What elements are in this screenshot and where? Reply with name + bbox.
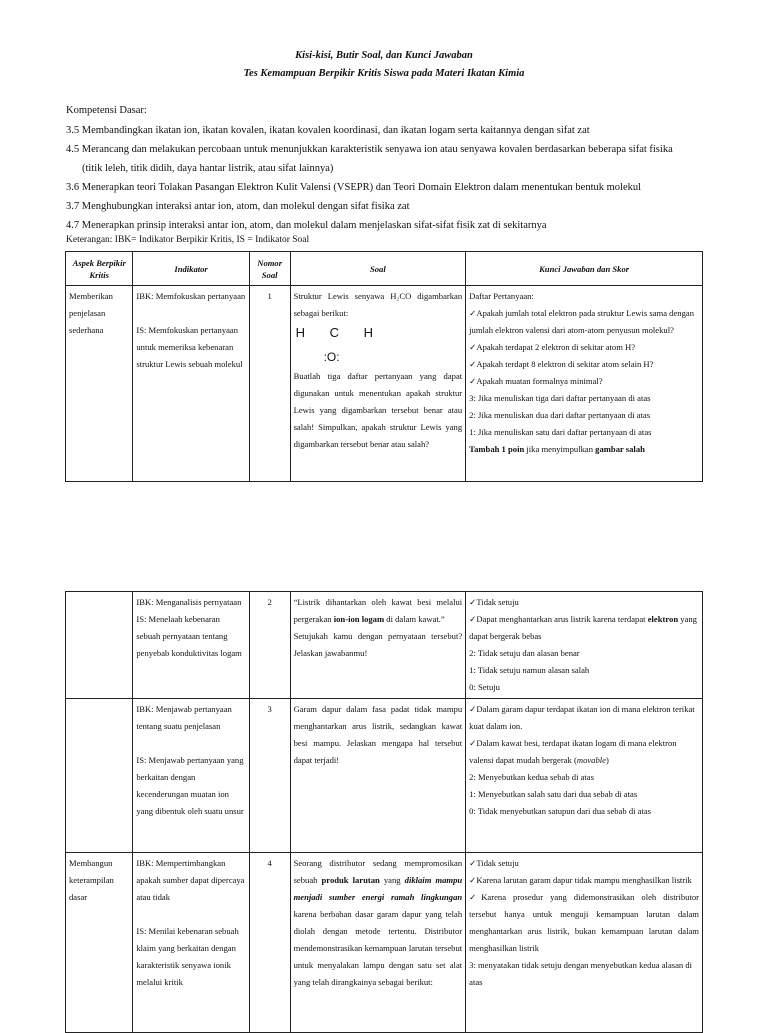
score-line: 1: Tidak setuju namun alasan salah	[469, 665, 590, 675]
kunci-item: ✓ Tidak setuju	[469, 855, 699, 872]
cell-soal	[290, 592, 466, 699]
lewis-structure	[296, 324, 463, 341]
soal-emphasis: diklaim mampu menjadi sumber energi ramah lingkungan	[293, 875, 463, 902]
lewis-atom-h: H	[295, 325, 305, 340]
score-line: 0: Tidak menyebutkan satupun dari dua sebab di atas	[469, 806, 652, 816]
lewis-atom-h: H	[363, 325, 373, 340]
cell-soal	[290, 853, 466, 1033]
cell-nomor: 2	[249, 592, 290, 699]
kunci-item: ✓ Apakah terdapt 8 elektron di sekitar atom selain H?	[469, 356, 699, 373]
cell-indikator	[133, 699, 249, 853]
document-subtitle: Tes Kemampuan Berpikir Kritis Siswa pada Materi Ikatan Kimia	[243, 68, 525, 79]
kunci-text: yang dapat bergerak bebas	[469, 614, 697, 641]
ibk-text: IBK: Menganalisis pernyataan	[136, 597, 242, 607]
cell-aspek: Memberikan penjelasan sederhana	[66, 286, 133, 482]
kunci-item: ✓ Karena prosedur yang didemonstrasikan oleh distributor tersebut hanya untuk menguji kemampuan larutan dalam menghantarkan arus listrik, bukan kemampuan larutan dalam menghasilkan listrik	[469, 889, 699, 957]
cell-kunci	[466, 699, 703, 853]
header-indikator: Indikator	[133, 252, 249, 286]
cell-soal: Garam dapur dalam fasa padat tidak mampu menghantarkan arus listrik, sedangkan kawat besi mampu. Jelaskan mengapa hal tersebut dapat terjadi!	[290, 699, 466, 853]
score-line: 2: Tidak setuju dan alasan benar	[469, 648, 580, 658]
ibk-text: IBK: Mempertimbangkan apakah sumber dapat dipercaya atau tidak	[136, 858, 245, 902]
is-text: IS: Menilai kebenaran sebuah klaim yang berkaitan dengan karakteristik senyawa ionik melalui kritik	[136, 926, 239, 987]
kunci-item: ✓ Apakah terdapat 2 elektron di sekitar atom H?	[469, 339, 699, 356]
lewis-atom-o: :O:	[323, 350, 340, 364]
kompetensi-item: 4.5 Merancang dan melakukan percobaan untuk menunjukkan karakteristik senyawa ion atau senyawa kovalen berdasarkan beberapa sifat fisika	[66, 144, 673, 155]
kunci-text: )	[605, 755, 609, 765]
kunci-item: ✓ Tidak setuju	[469, 594, 699, 611]
score-line: 3: Jika menuliskan tiga dari daftar pertanyaan di atas	[469, 393, 651, 403]
kompetensi-item: 3.6 Menerapkan teori Tolakan Pasangan Elektron Kulit Valensi (VSEPR) dan Teori Domain Elektron dalam menentukan bentuk molekul	[66, 182, 642, 193]
score-line: 2: Menyebutkan kedua sebab di atas	[469, 772, 594, 782]
kunci-item: ✓ Karena larutan garam dapur tidak mampu menghasilkan listrik	[469, 872, 699, 889]
kisi-table-continued	[65, 591, 703, 1033]
kunci-text: Dalam kawat besi, terdapat ikatan logam di mana elektron valensi dapat mudah bergerak (	[469, 738, 677, 765]
document-title: Kisi-kisi, Butir Soal, dan Kunci Jawaban	[295, 50, 473, 61]
kunci-italic: movable	[576, 755, 606, 765]
kompetensi-dasar	[66, 101, 706, 235]
cell-indikator	[133, 286, 249, 482]
score-line: 1: Menyebutkan salah satu dari dua sebab di atas	[469, 789, 638, 799]
cell-aspek	[66, 699, 133, 853]
score-line: 3: menyatakan tidak setuju dengan menyebutkan kedua alasan di atas	[469, 960, 693, 987]
bonus-rest: jika menyimpulkan	[526, 444, 593, 454]
table-row	[66, 286, 703, 482]
table-row	[66, 699, 703, 853]
cell-kunci	[466, 853, 703, 1033]
ibk-text: IBK: Memfokuskan pertanyaan	[136, 291, 246, 301]
soal-text: yang	[383, 875, 401, 885]
header-kunci: Kunci Jawaban dan Skor	[466, 252, 703, 286]
cell-indikator	[133, 592, 249, 699]
soal-text: di dalam kawat.”	[386, 614, 445, 624]
kompetensi-item: 3.5 Membandingkan ikatan ion, ikatan kovalen, ikatan kovalen koordinasi, dan ikatan logam serta kaitannya dengan sifat zat	[66, 125, 590, 136]
kisi-table	[65, 251, 703, 482]
cell-aspek	[66, 592, 133, 699]
is-text: IS: Menjawab pertanyaan yang berkaitan dengan kecenderungan muatan ion yang dibentuk oleh suatu unsur	[136, 755, 244, 816]
soal-text: “Listrik dihantarkan oleh kawat besi melalui pergerakan	[293, 597, 463, 624]
cell-aspek: Membangun keterampilan dasar	[66, 853, 133, 1033]
cell-soal	[290, 286, 466, 482]
is-text: IS: Memfokuskan pertanyaan untuk memeriksa kebenaran struktur Lewis sebuah molekul	[136, 325, 243, 369]
soal-text: karena berbahan dasar garam dapur yang telah diolah dengan metode tertentu. Distributor mendemonstrasikan kemampuan larutan tersebut untuk menyalakan lampu dengan satu set alat yang telah dirangkainya sebagai berikut:	[293, 909, 463, 987]
kompetensi-item: 4.7 Menerapkan prinsip interaksi antar ion, atom, dan molekul dalam menjelaskan sifat-sifat fisik zat di sekitarnya	[66, 220, 547, 231]
soal-intro: Struktur Lewis senyawa H₂CO digambarkan sebagai berikut:	[293, 291, 463, 318]
cell-indikator	[133, 853, 249, 1033]
cell-nomor: 1	[249, 286, 290, 482]
kunci-item	[469, 735, 699, 769]
kunci-emphasis: elektron	[647, 614, 679, 624]
kompetensi-item: (titik leleh, titik didih, daya hantar listrik, atau sifat lainnya)	[82, 163, 334, 174]
kunci-heading: Daftar Pertanyaan:	[469, 291, 534, 301]
score-line: 0: Setuju	[469, 682, 500, 692]
soal-emphasis: ion-ion logam	[333, 614, 385, 624]
cell-kunci	[466, 592, 703, 699]
bonus-line	[469, 441, 699, 458]
bonus-end: gambar salah	[595, 444, 645, 454]
kunci-text: Dapat menghantarkan arus listrik karena terdapat	[476, 614, 646, 624]
header-soal: Soal	[290, 252, 466, 286]
keterangan: Keterangan: IBK= Indikator Berpikir Kritis, IS = Indikator Soal	[66, 235, 310, 245]
table-row	[66, 853, 703, 1033]
soal-emphasis: produk larutan	[321, 875, 380, 885]
is-text: IS: Menelaah kebenaran sebuah pernyataan tentang penyebab konduktivitas logam	[136, 614, 242, 658]
cell-nomor: 3	[249, 699, 290, 853]
kunci-item: ✓ Dalam garam dapur terdapat ikatan ion di mana elektron terikat kuat dalam ion.	[469, 701, 699, 735]
soal-body: Buatlah tiga daftar pertanyaan yang dapat digunakan untuk menentukan apakah struktur Lewis yang digambarkan tersebut benar atau salah! Simpulkan, apakah struktur Lewis yang digambarkan tersebut benar atau salah?	[293, 371, 463, 449]
kunci-item	[469, 611, 699, 645]
score-line: 2: Jika menuliskan dua dari daftar pertanyaan di atas	[469, 410, 651, 420]
table-row	[66, 592, 703, 699]
cell-kunci	[466, 286, 703, 482]
cell-nomor: 4	[249, 853, 290, 1033]
kompetensi-heading: Kompetensi Dasar:	[66, 105, 147, 116]
ibk-text: IBK: Menjawab pertanyaan tentang suatu penjelasan	[136, 704, 232, 731]
soal-question: Setujukah kamu dengan pernyataan tersebut? Jelaskan jawabanmu!	[293, 631, 463, 658]
header-aspek: Aspek Berpikir Kritis	[66, 252, 133, 286]
score-line: 1: Jika menuliskan satu dari daftar pertanyaan di atas	[469, 427, 652, 437]
soal-text: Seorang distributor sedang mempromosikan sebuah	[293, 858, 463, 885]
lewis-atom-c: C	[329, 325, 339, 340]
kunci-item: ✓ Apakah jumlah total elektron pada struktur Lewis sama dengan jumlah elektron valensi dari atom-atom penyusun molekul?	[469, 305, 699, 339]
header-nomor: Nomor Soal	[249, 252, 290, 286]
kompetensi-item: 3.7 Menghubungkan interaksi antar ion, atom, dan molekul dengan sifat fisika zat	[66, 201, 410, 212]
bonus-bold: Tambah 1 poin	[469, 444, 525, 454]
kunci-item: ✓ Apakah muatan formalnya minimal?	[469, 373, 699, 390]
